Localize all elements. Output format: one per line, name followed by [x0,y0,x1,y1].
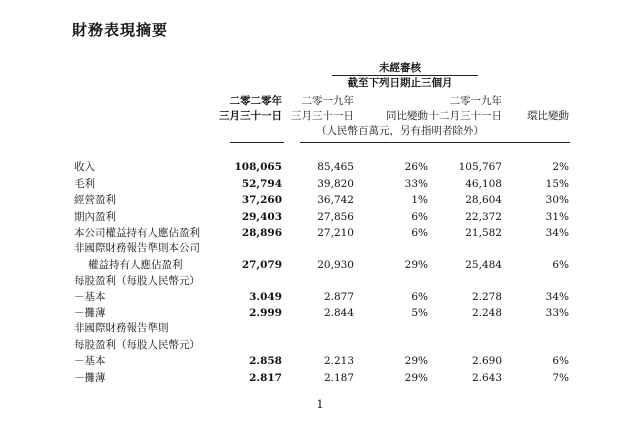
table-row [0,160,640,175]
cell-col2: 39,820 [317,178,354,190]
cell-col3: 6% [411,211,428,223]
cell-col2: 2.187 [323,372,354,384]
table-row [0,226,640,241]
cell-col4: 22,372 [465,211,502,223]
table-row [0,210,640,225]
cell-col2: 36,742 [317,194,354,206]
table-row [0,177,640,192]
header-col2-year: 二零一九年 [301,95,354,107]
cell-col5: 31% [545,211,569,223]
header-col4-date: 十二月三十一日 [428,110,502,122]
cell-col5: 6% [552,355,569,367]
cell-col5: 7% [552,372,569,384]
cell-col1: 27,079 [241,259,282,271]
page-number: 1 [316,398,324,411]
cell-col3: 6% [411,227,428,239]
cell-col2: 2.844 [323,307,354,319]
cell-col1: 28,896 [241,227,282,239]
cell-col3: 33% [404,178,428,190]
cell-col3: 1% [411,194,428,206]
cell-col5: 34% [545,227,569,239]
cell-col3: 29% [404,372,428,384]
cell-col2: 20,930 [317,259,354,271]
cell-col1: 2.817 [249,372,282,384]
cell-col3: 26% [404,161,428,173]
table-row [0,354,640,369]
row-label: 每股盈利（每股人民幣元） [74,339,200,351]
row-label: 毛利 [74,178,95,190]
cell-col1: 52,794 [241,178,282,190]
cell-col3: 29% [404,355,428,367]
cell-col4: 28,604 [465,194,502,206]
row-label: 權益持有人應佔盈利 [88,259,183,271]
header-units: （人民幣百萬元，另有指明者除外） [316,125,484,137]
row-label: 收入 [74,161,95,173]
header-col3: 同比變動 [386,110,428,122]
cell-col2: 2.877 [323,291,354,303]
row-label: －基本 [74,355,106,367]
table-row [0,193,640,208]
cell-col3: 5% [411,307,428,319]
cell-col4: 46,108 [465,178,502,190]
cell-col4: 2.248 [471,307,502,319]
cell-col4: 105,767 [458,161,502,173]
header-rule-cols [300,142,570,143]
cell-col3: 6% [411,291,428,303]
row-label: 經營盈利 [74,194,116,206]
cell-col2: 85,465 [317,161,354,173]
header-unaudited: 未經審核 [379,62,421,74]
table-row [0,338,640,353]
cell-col4: 25,484 [465,259,502,271]
row-label: 本公司權益持有人應佔盈利 [74,227,200,239]
cell-col2: 27,210 [317,227,354,239]
row-label: －攤薄 [74,307,106,319]
cell-col4: 2.278 [471,291,502,303]
row-label: 期內盈利 [74,211,116,223]
cell-col4: 21,582 [465,227,502,239]
header-col5: 環比變動 [527,110,569,122]
cell-col5: 33% [545,307,569,319]
cell-col5: 2% [552,161,569,173]
cell-col4: 2.643 [471,372,502,384]
cell-col1: 29,403 [241,211,282,223]
cell-col2: 2.213 [323,355,354,367]
table-row [0,371,640,386]
header-three-months: 截至下列日期止三個月 [347,77,453,89]
header-col4-year: 二零一九年 [449,95,502,107]
cell-col5: 34% [545,291,569,303]
table-row [0,290,640,305]
table-row [0,241,640,256]
cell-col2: 27,856 [317,211,354,223]
header-col1-date: 三月三十一日 [219,110,282,122]
page-title: 財務表現摘要 [72,21,169,39]
cell-col5: 30% [545,194,569,206]
cell-col1: 37,260 [241,194,282,206]
header-rule-unaudited [332,75,478,76]
cell-col5: 6% [552,259,569,271]
header-col2-date: 三月三十一日 [291,110,354,122]
header-col1-year: 二零二零年 [229,95,282,107]
row-label: －基本 [74,291,106,303]
row-label: 每股盈利（每股人民幣元） [74,275,200,287]
cell-col1: 2.858 [249,355,282,367]
table-row [0,321,640,336]
cell-col3: 29% [404,259,428,271]
row-label: －攤薄 [74,372,106,384]
cell-col1: 2.999 [249,307,282,319]
table-row [0,258,640,273]
row-label: 非國際財務報告準則 [74,322,169,334]
cell-col5: 15% [545,178,569,190]
table-row [0,274,640,289]
row-label: 非國際財務報告準則本公司 [74,242,200,254]
cell-col1: 108,065 [234,161,282,173]
cell-col1: 3.049 [249,291,282,303]
cell-col4: 2.690 [471,355,502,367]
table-row [0,306,640,321]
header-rule-col1 [230,142,284,143]
